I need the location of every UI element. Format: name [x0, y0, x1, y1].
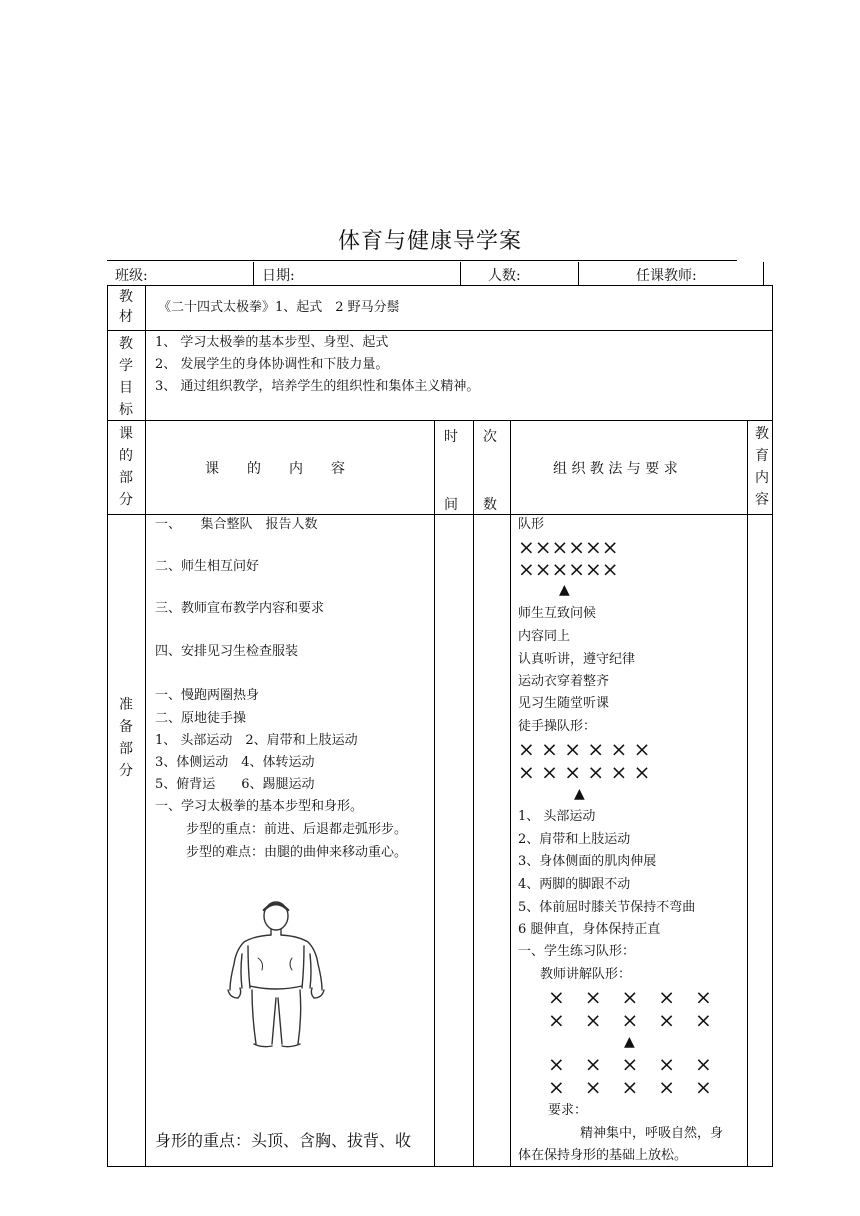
- goal-item: 2、 发展学生的身体协调性和下肢力量。: [155, 357, 389, 372]
- formation-row: × × × × ×: [548, 1075, 712, 1099]
- method-line: 体在保持身形的基础上放松。: [518, 1148, 688, 1163]
- teach-content-header: 教育内容: [755, 426, 769, 508]
- content-line: 三、教师宣布教学内容和要求: [155, 601, 325, 616]
- method-line: 运动衣穿着整齐: [518, 674, 610, 689]
- formation-row: × × × × ×: [548, 1008, 712, 1032]
- content-line: 四、安排见习生检查服装: [155, 644, 299, 659]
- count-header-bottom: 数: [483, 497, 497, 513]
- content-line: 5、俯背运 6、踢腿运动: [155, 777, 315, 792]
- time-header-bottom: 间: [444, 497, 458, 513]
- header-divider: [460, 262, 461, 285]
- content-line: 步型的重点：前进、后退都走弧形步。: [186, 822, 408, 837]
- content-line: 1、 头部运动 2、肩带和上肢运动: [155, 733, 358, 748]
- formation-row: × × × × × ×: [518, 737, 651, 761]
- class-label: 班级:: [115, 268, 148, 284]
- goal-item: 3、 通过组织教学，培养学生的组织性和集体主义精神。: [155, 379, 480, 394]
- header-divider: [253, 262, 254, 285]
- content-line: 一、学习太极拳的基本步型和身形。: [155, 799, 364, 814]
- teacher-marker: ▲: [559, 582, 570, 598]
- table-left-border: [107, 285, 108, 1167]
- method-header: 组 织 教 法 与 要 求: [553, 461, 678, 477]
- header-top-border: [107, 260, 737, 261]
- formation-row: ××××××: [518, 535, 619, 559]
- material-content: 《二十四式太极拳》1、起式 2 野马分鬃: [158, 300, 400, 315]
- formation-row: ××××××: [518, 557, 619, 581]
- formation-row: × × × × ×: [548, 1052, 712, 1076]
- count-label: 人数:: [488, 268, 521, 284]
- method-line: 师生互致问候: [518, 606, 597, 621]
- method-line: 4、两脚的脚跟不动: [518, 877, 631, 892]
- count-header-top: 次: [483, 429, 497, 445]
- formation-row: × × × × ×: [548, 985, 712, 1009]
- method-line: 2、肩带和上肢运动: [518, 832, 631, 847]
- method-line: 认真听讲，遵守纪律: [518, 652, 636, 667]
- time-header-top: 时: [444, 429, 458, 445]
- content-line: 二、师生相互问好: [155, 559, 260, 574]
- row-border: [107, 420, 772, 421]
- row-border: [107, 330, 772, 331]
- column-border: [473, 420, 474, 1167]
- content-line: 身形的重点：头顶、含胸、拔背、收: [155, 1131, 412, 1150]
- method-line: 教师讲解队形：: [540, 967, 632, 982]
- content-header: 课 的 内 容: [205, 461, 345, 477]
- formation-row: × × × × × ×: [518, 760, 651, 784]
- column-border: [747, 420, 748, 1167]
- method-line: 精神集中，呼吸自然，身: [580, 1126, 724, 1141]
- content-line: 3、体侧运动 4、体转运动: [155, 755, 315, 770]
- part-header: 课的部分: [119, 426, 133, 508]
- method-line: 内容同上: [518, 629, 571, 644]
- goals-label: 教学目标: [119, 336, 133, 418]
- method-line: 要求：: [548, 1103, 588, 1118]
- standing-posture-figure: [218, 898, 338, 1050]
- header-divider: [578, 262, 579, 285]
- method-line: 1、 头部运动: [518, 809, 596, 824]
- method-line: 队形: [518, 517, 545, 532]
- method-line: 徒手操队形：: [518, 719, 597, 734]
- method-line: 3、身体侧面的肌肉伸展: [518, 854, 657, 869]
- teacher-marker: ▲: [574, 786, 585, 802]
- table-right-border: [772, 285, 773, 1167]
- content-line: 一、 集合整队 报告人数: [155, 517, 318, 532]
- teacher-label: 任课教师:: [636, 268, 697, 284]
- column-border: [434, 420, 435, 1167]
- label-column-border: [145, 285, 146, 1167]
- header-divider: [763, 262, 764, 285]
- header-bottom-border: [107, 285, 772, 286]
- method-line: 6 腿伸直，身体保持正直: [518, 922, 661, 937]
- teacher-marker: ▲: [624, 1034, 635, 1050]
- method-line: 5、体前屈时膝关节保持不弯曲: [518, 900, 696, 915]
- goal-item: 1、 学习太极拳的基本步型、身型、起式: [155, 335, 389, 350]
- goals-list: [155, 332, 479, 398]
- page-title: 体育与健康导学案: [337, 229, 522, 254]
- content-line: 二、原地徒手操: [155, 711, 247, 726]
- method-line: 一、学生练习队形：: [518, 944, 636, 959]
- date-label: 日期:: [262, 268, 295, 284]
- content-line: 步型的难点：由腿的曲伸来移动重心。: [186, 845, 408, 860]
- column-border: [510, 420, 511, 1167]
- section-label: 准备部分: [119, 697, 133, 779]
- content-line: 一、慢跑两圈热身: [155, 688, 260, 703]
- method-line: 见习生随堂听课: [518, 696, 610, 711]
- material-label: 教材: [119, 289, 133, 325]
